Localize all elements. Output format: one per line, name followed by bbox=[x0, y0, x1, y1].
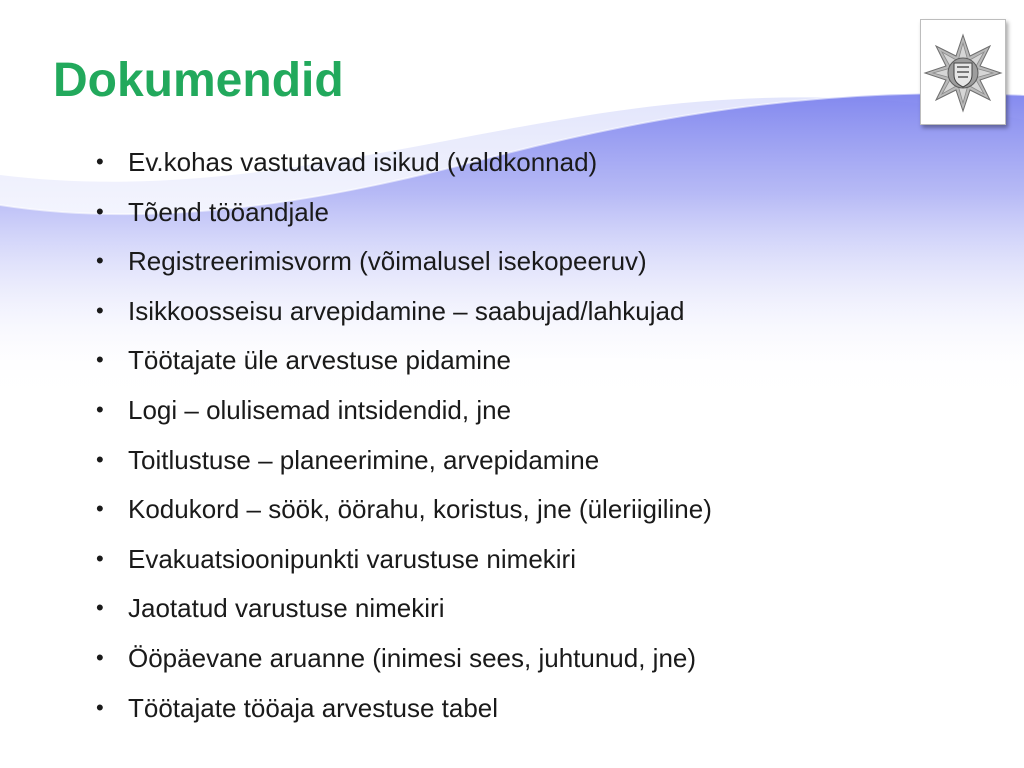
bullet-dot-icon: • bbox=[96, 496, 104, 522]
bullet-dot-icon: • bbox=[96, 149, 104, 174]
bullet-item bbox=[96, 537, 976, 587]
bullet-text: Registreerimisvorm (võimalusel isekopeeruv) bbox=[128, 246, 647, 277]
bullet-text: Kodukord – söök, öörahu, koristus, jne (üleriigiline) bbox=[128, 494, 712, 525]
bullet-item bbox=[96, 388, 976, 438]
bullet-item bbox=[96, 239, 976, 289]
bullet-item bbox=[96, 487, 976, 537]
bullet-text: Töötajate üle arvestuse pidamine bbox=[128, 345, 512, 376]
bullet-list bbox=[96, 140, 976, 735]
bullet-text: Evakuatsioonipunkti varustuse nimekiri bbox=[128, 543, 576, 574]
bullet-dot-icon: • bbox=[96, 644, 104, 670]
bullet-item bbox=[96, 586, 976, 636]
bullet-dot-icon: • bbox=[96, 694, 104, 720]
bullet-dot-icon: • bbox=[96, 446, 104, 472]
police-star-emblem-icon bbox=[921, 20, 1005, 124]
slide-title: Dokumendid bbox=[53, 54, 344, 107]
bullet-text: Ev.kohas vastutavad isikud (valdkonnad) bbox=[128, 147, 598, 177]
bullet-text: Ööpäevane aruanne (inimesi sees, juhtunud, jne) bbox=[128, 642, 697, 673]
bullet-dot-icon: • bbox=[96, 297, 104, 323]
bullet-item bbox=[96, 190, 976, 240]
bullet-item bbox=[96, 636, 976, 686]
bullet-text: Logi – olulisemad intsidendid, jne bbox=[128, 394, 512, 425]
bullet-text: Toitlustuse – planeerimine, arvepidamine bbox=[128, 444, 600, 475]
bullet-item bbox=[96, 438, 976, 488]
bullet-dot-icon: • bbox=[96, 595, 104, 621]
bullet-text: Tõend tööandjale bbox=[128, 196, 329, 227]
bullet-dot-icon: • bbox=[96, 545, 104, 571]
bullet-text: Isikkoosseisu arvepidamine – saabujad/lahkujad bbox=[128, 295, 685, 326]
bullet-dot-icon: • bbox=[96, 248, 104, 274]
bullet-dot-icon: • bbox=[96, 396, 104, 422]
bullet-item bbox=[96, 338, 976, 388]
bullet-text: Jaotatud varustuse nimekiri bbox=[128, 593, 445, 624]
bullet-item bbox=[96, 289, 976, 339]
bullet-item bbox=[96, 686, 976, 736]
bullet-item bbox=[96, 140, 976, 190]
bullet-dot-icon: • bbox=[96, 198, 104, 224]
bullet-dot-icon: • bbox=[96, 347, 104, 373]
police-logo bbox=[920, 19, 1006, 125]
bullet-text: Töötajate tööaja arvestuse tabel bbox=[128, 692, 499, 723]
